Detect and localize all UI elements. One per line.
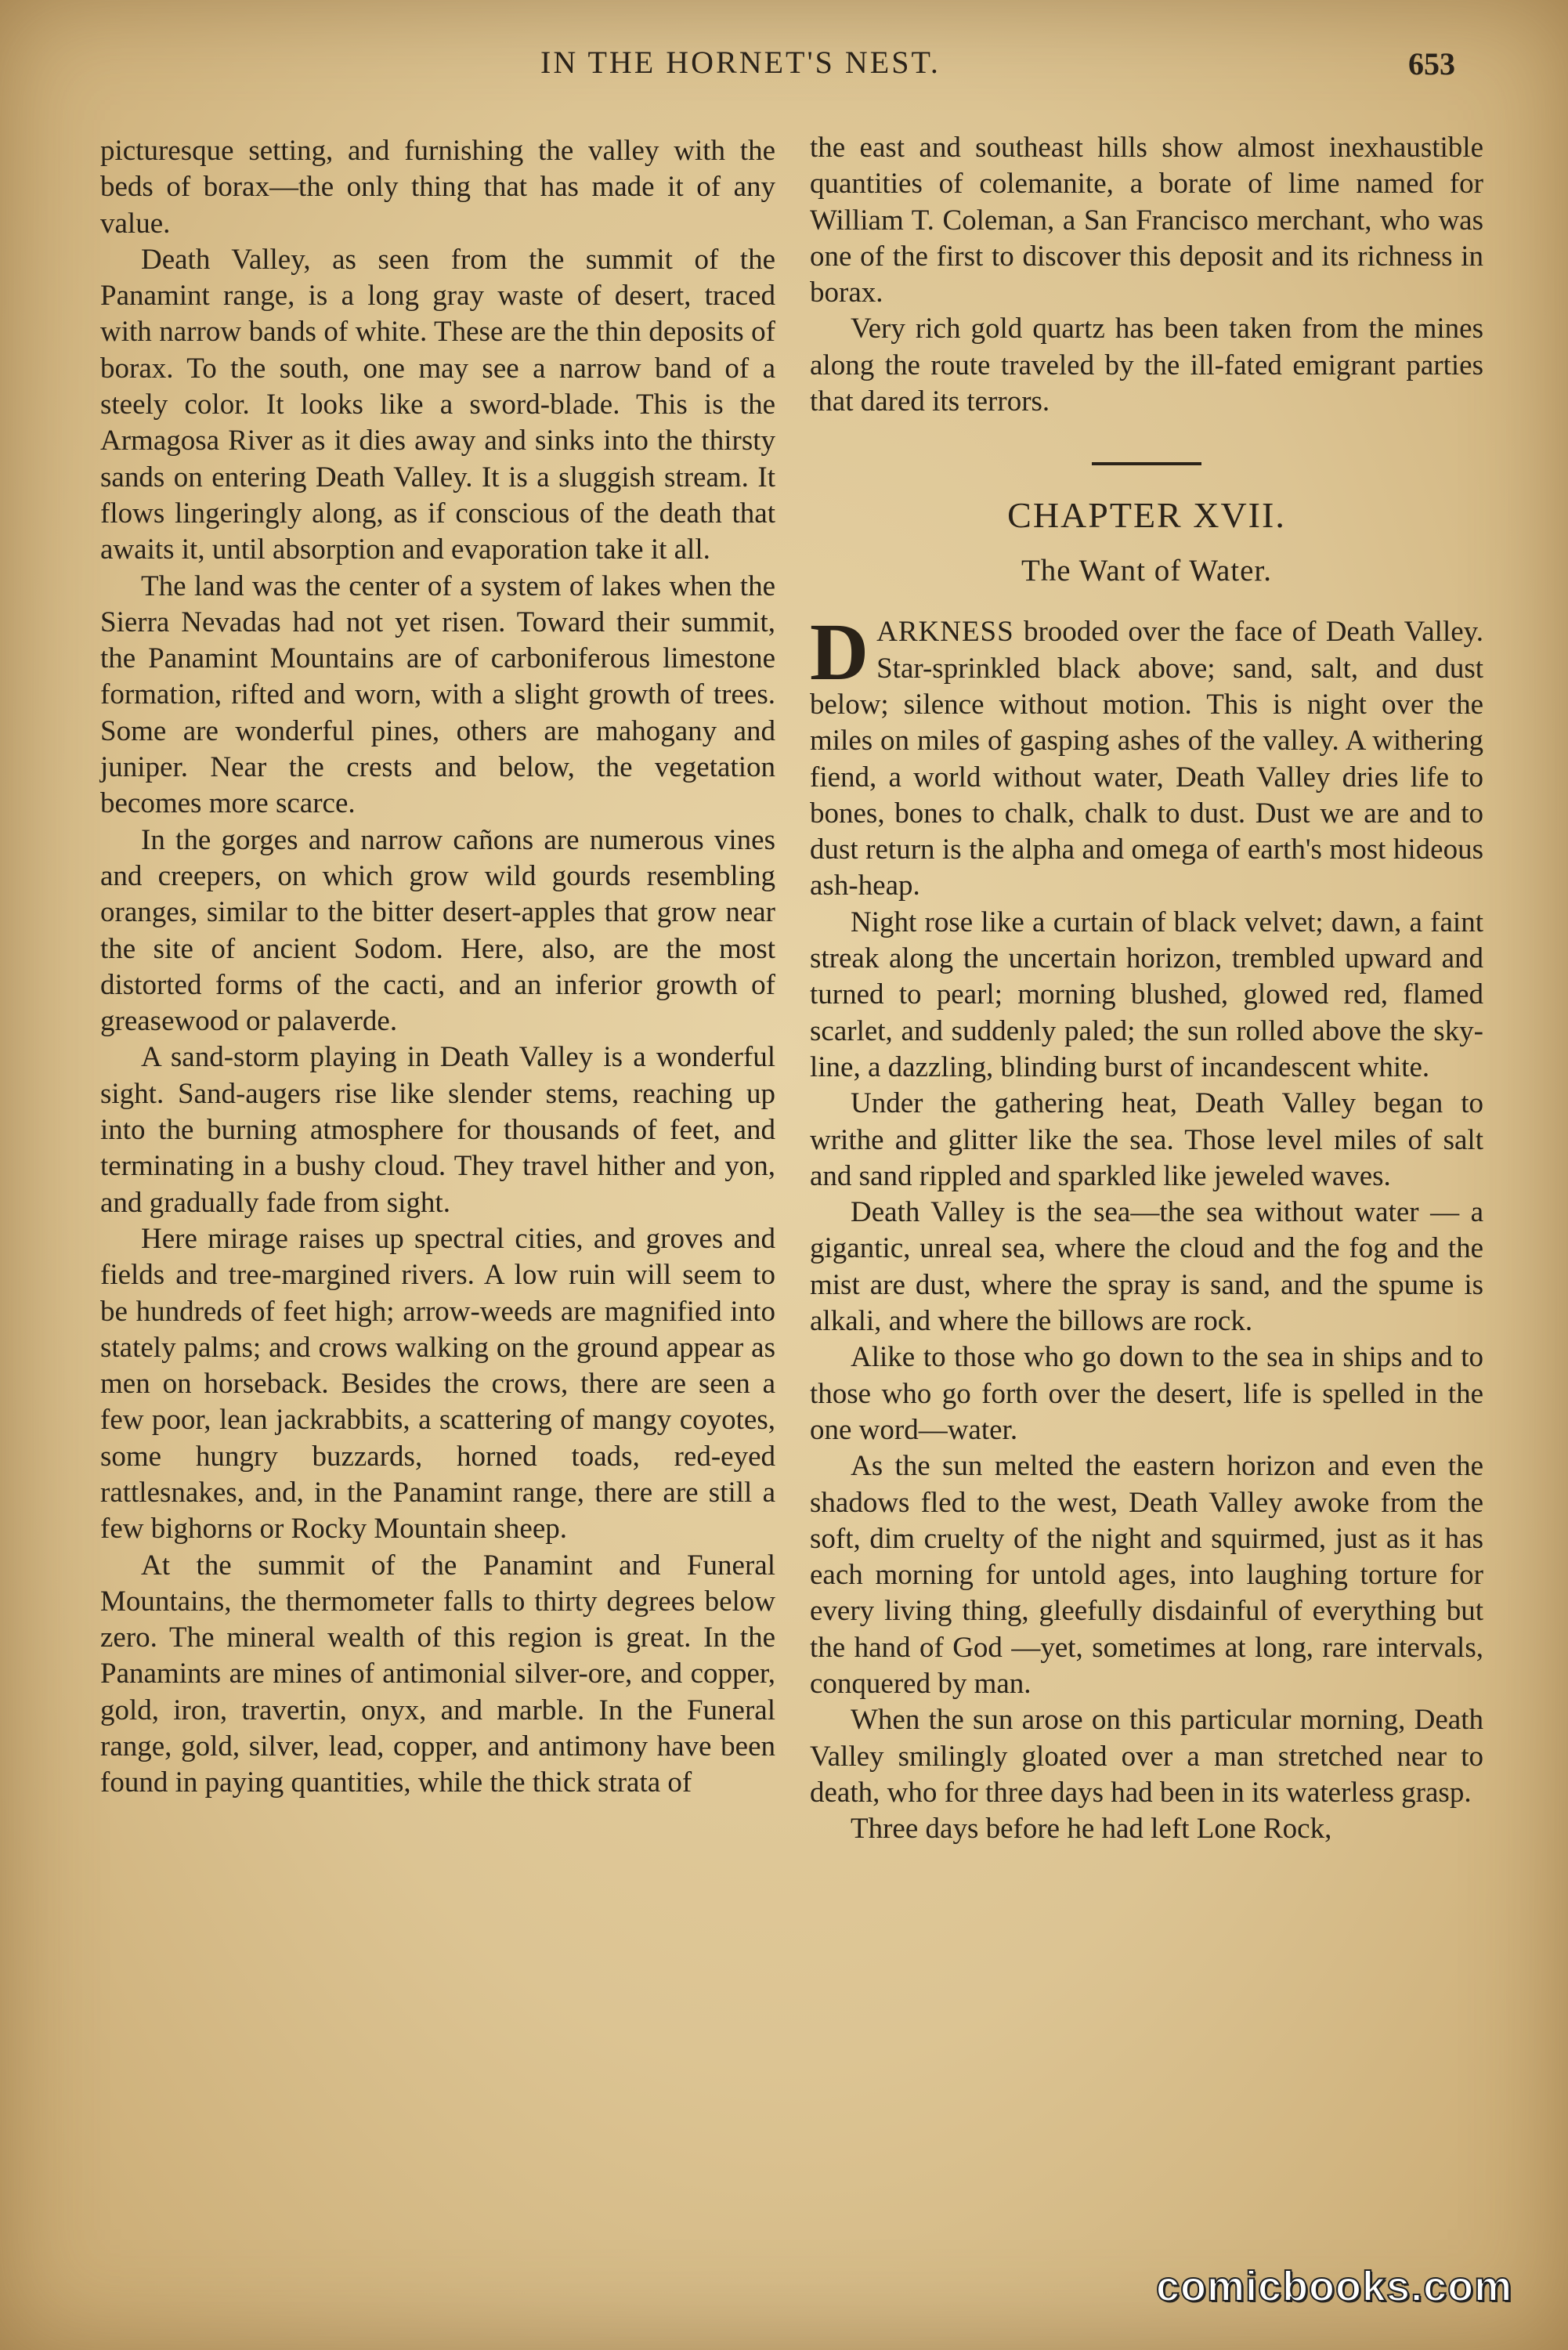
left-column <box>100 133 775 1802</box>
site-watermark: comicbooks.com <box>1156 2263 1513 2310</box>
paragraph: Death Valley is the sea—the sea without water — a gigantic, unreal sea, where the cloud and the fog and the mist are dust, where the spray is sand, and the spume is alkali, and where the billows are rock. <box>810 1196 1483 1338</box>
drop-cap: D <box>810 607 869 698</box>
paragraph: Very rich gold quartz has been taken from the mines along the route traveled by the ill-fated emigrant parties that dared its terrors. <box>810 313 1483 418</box>
paragraph: The land was the center of a system of lakes when the Sierra Nevadas had not yet risen. Toward their summit, the Panamint Mountains are of carboniferous limestone formation, rifted and worn, with a slight growth of trees. Some are wonderful pines, others are mahogany and juniper. Near the crests and below, the vegetation becomes more scarce. <box>100 569 775 820</box>
paragraph: As the sun melted the eastern horizon and even the shadows fled to the west, Death Valley awoke from the soft, dim cruelty of the night and squirmed, just as it has each morning for untold ages, into laughing torture for every living thing, gleefully disdainful of everything but the hand of God —yet, sometimes at long, rare intervals, conquered by man. <box>810 1450 1483 1700</box>
right-column <box>810 130 1483 1847</box>
paragraph: In the gorges and narrow cañons are numerous vines and creepers, on which grow wild gourds resembling oranges, similar to the bitter desert-apples that grow near the site of ancient Sodom. Here, also, are the most distorted forms of the cacti, and an inferior growth of greasewood or palaverde. <box>100 823 775 1038</box>
opening-smallcaps: ARKNESS <box>876 616 1014 649</box>
paragraph: Night rose like a curtain of black velvet; dawn, a faint streak along the uncertain horizon, trembled upward and turned to pearl; morning blushed, glowed red, flamed scarlet, and suddenly paled; the sun rolled above the sky-line, a dazzling, blinding burst of incandescent white. <box>810 906 1483 1083</box>
paragraph: At the summit of the Panamint and Funeral Mountains, the thermometer falls to thirty degrees below zero. The mineral wealth of this region is great. In the Panamints are mines of antimonial silver-ore, and copper, gold, iron, travertin, onyx, and marble. In the Funeral range, gold, silver, lead, copper, and antimony have been found in paying quantities, while the thick strata of <box>100 1549 775 1799</box>
paragraph: Here mirage raises up spectral cities, and groves and fields and tree-margined rivers. A low ruin will seem to be hundreds of feet high; arrow-weeds are magnified into stately palms; and crows walking on the ground appear as men on horseback. Besides the crows, there are seen a few poor, lean jackrabbits, a scattering of mangy coyotes, some hungry buzzards, horned toads, red-eyed rattlesnakes, and, in the Panamint range, there are still a few bighorns or Rocky Mountain sheep. <box>100 1222 775 1546</box>
paragraph: Death Valley, as seen from the summit of the Panamint range, is a long gray waste of desert, traced with narrow bands of white. These are the thin deposits of borax. To the south, one may see a narrow band of a steely color. It looks like a sword-blade. This is the Armagosa River as it dies away and sinks into the thirsty sands on entering Death Valley. It is a sluggish stream. It flows lingeringly along, as if conscious of the death that awaits it, until absorption and evaporation take it all. <box>100 243 775 566</box>
paragraph: Three days before he had left Lone Rock, <box>851 1813 1332 1846</box>
paragraph: When the sun arose on this particular morning, Death Valley smilingly gloated over a man stretched near to death, who for three days had been in its waterless grasp. <box>810 1704 1483 1809</box>
chapter-subtitle: The Want of Water. <box>1021 554 1273 588</box>
chapter-opening-paragraph <box>810 607 1483 904</box>
paragraph: Under the gathering heat, Death Valley began to writhe and glitter like the sea. Those level miles of salt and sand rippled and sparkled like jeweled waves. <box>810 1087 1483 1192</box>
running-title: IN THE HORNET'S NEST. <box>540 45 941 80</box>
paragraph: A sand-storm playing in Death Valley is a wonderful sight. Sand-augers rise like slender stems, reaching up into the burning atmosphere for thousands of feet, and terminating in a bushy cloud. They travel hither and yon, and gradually fade from sight. <box>100 1041 775 1219</box>
paragraph: Alike to those who go down to the sea in ships and to those who go forth over the desert, life is spelled in the one word—water. <box>810 1341 1483 1446</box>
chapter-divider <box>1092 462 1201 465</box>
paragraph: picturesque setting, and furnishing the valley with the beds of borax—the only thing that has made it of any value. <box>100 135 775 240</box>
chapter-heading: CHAPTER XVII. <box>1007 495 1286 536</box>
page-number: 653 <box>1408 46 1455 81</box>
paragraph: the east and southeast hills show almost inexhaustible quantities of colemanite, a borate of lime named for William T. Coleman, a San Francisco merchant, who was one of the first to discover this deposit and its richness in borax. <box>810 132 1483 309</box>
opening-text: brooded over the face of Death Valley. Star-sprinkled black above; sand, salt, and dust below; silence without motion. This is night over the miles on miles of gasping ashes of the valley. A withering fiend, a world without water, Death Valley dries life to bones, bones to chalk, chalk to dust. Dust we are and to dust return is the alpha and omega of earth's most hideous ash-heap. <box>810 616 1483 902</box>
